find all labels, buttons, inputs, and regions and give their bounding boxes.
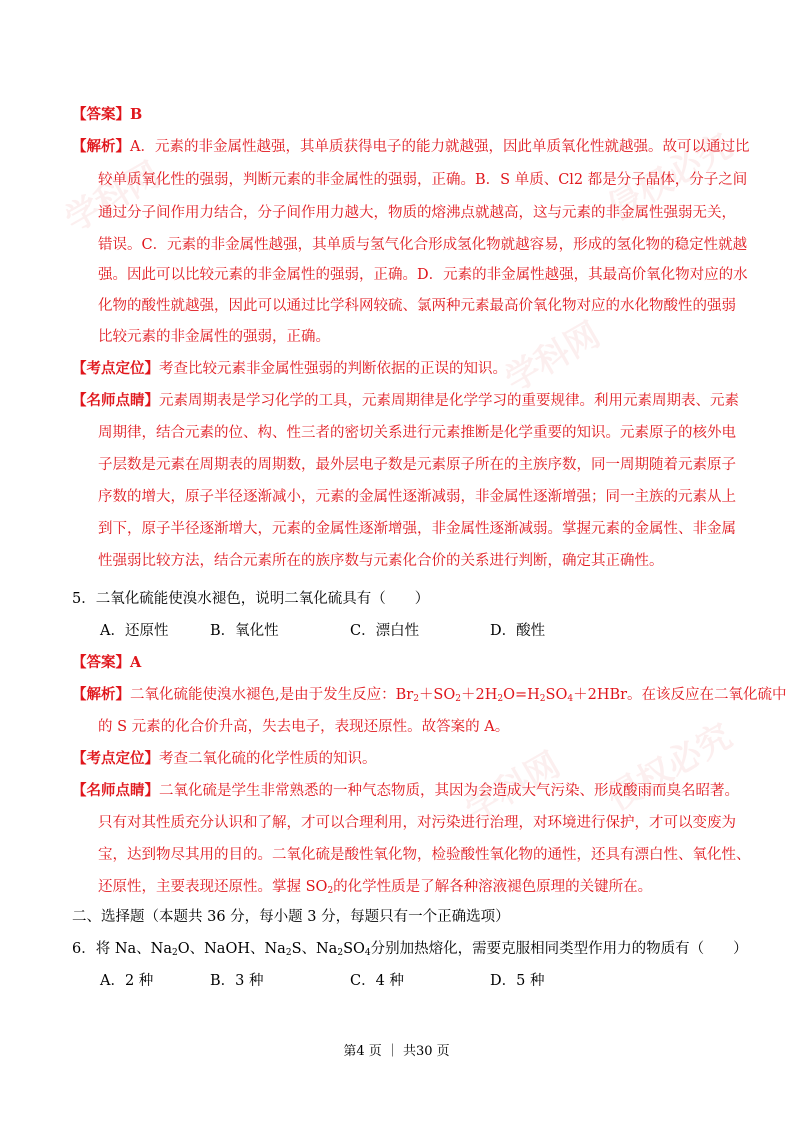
stem-text: S、Na: [291, 941, 338, 957]
section-heading: 二、选择题（本题共 36 分，每小题 3 分，每题只有一个正确选项）: [72, 909, 510, 925]
q4-teacher-line: [72, 390, 739, 412]
answer-tag: 【答案】: [72, 654, 130, 671]
q4-analysis-line: 比较元素的非金属性的强弱，正确。: [98, 329, 330, 345]
watermark: 侵权必究: [600, 126, 739, 229]
q4-teacher-line: 序数的增大，原子半径逐渐减小，元素的金属性逐渐减弱，非金属性逐渐增强；同一主族的元素从上: [98, 489, 736, 505]
q5-teacher-line: [98, 876, 652, 902]
subscript: 2: [285, 948, 292, 958]
q6-stem: [72, 938, 748, 964]
q6-option-a: A．2 种: [100, 973, 154, 989]
q5-analysis-line: [72, 684, 787, 710]
q5-option-a: A．还原性: [100, 623, 169, 639]
analysis-text: ＋SO: [418, 687, 456, 703]
q4-answer-row: [72, 104, 142, 126]
q5-point-row: [72, 748, 377, 770]
q4-analysis-line: 通过分子间作用力结合，分子间作用力越大，物质的熔沸点就越高，这与元素的非金属性强弱无关，: [98, 205, 736, 221]
analysis-text: ＋2HBr。在该反应在二氧化硫中: [573, 687, 787, 703]
q4-point-row: [72, 358, 507, 380]
stem-text: O、NaOH、Na: [177, 941, 286, 957]
q4-analysis-line: 较单质氧化性的强弱，判断元素的非金属性的强弱，正确。B．S 单质、Cl2 都是分子晶体，分子之间: [98, 172, 748, 188]
q4-analysis-line: [72, 136, 749, 158]
teacher-tag: 【名师点睛】: [72, 782, 159, 799]
teacher-tag: 【名师点睛】: [72, 392, 159, 409]
q5-option-d: D．酸性: [490, 623, 546, 639]
q4-analysis-line: 错误。C．元素的非金属性越强，其单质与氢气化合形成氢化物就越容易，形成的氢化物的稳定性就越: [98, 237, 748, 253]
analysis-text: SO: [545, 687, 568, 703]
q5-option-b: B．氧化性: [210, 623, 279, 639]
analysis-tag: 【解析】: [72, 138, 130, 155]
q6-option-c: C．4 种: [350, 973, 404, 989]
watermark: 学科网: [458, 744, 567, 831]
teacher-text: 二氧化硫是学生非常熟悉的一种气态物质，其因为会造成大气污染、形成酸雨而臭名昭著。: [159, 783, 739, 799]
subscript: 2: [455, 694, 461, 704]
subscript: 4: [567, 694, 574, 704]
q4-analysis-line: 强。因此可以比较元素的非金属性的强弱，正确。D．元素的非金属性越强，其最高价氧化物对应的水: [98, 267, 748, 283]
watermark: 学科网: [498, 314, 607, 401]
q6-option-d: D．5 种: [490, 973, 545, 989]
q4-teacher-line: 周期律，结合元素的位、构、性三者的密切关系进行元素推断是化学重要的知识。元素原子的核外电: [98, 425, 736, 441]
stem-text: 分别加热熔化，需要克服相同类型作用力的物质有（ ）: [370, 941, 748, 957]
point-tag: 【考点定位】: [72, 750, 159, 767]
q5-option-c: C．漂白性: [350, 623, 420, 639]
point-text: 考查二氧化硫的化学性质的知识。: [159, 751, 377, 767]
point-text: 考查比较元素非金属性强弱的判断依据的正误的知识。: [159, 361, 507, 377]
teacher-text: 的化学性质是了解各种溶液褪色原理的关键所在。: [333, 879, 653, 895]
q5-teacher-line: [72, 780, 739, 802]
watermark: 学科网: [58, 154, 167, 241]
subscript: 2: [337, 948, 344, 958]
subscript: 4: [364, 948, 371, 958]
q4-teacher-line: 子层数是元素在周期表的周期数，最外层电子数是元素原子所在的主族序数，同一周期随着元素原子: [98, 457, 736, 473]
point-tag: 【考点定位】: [72, 360, 159, 377]
stem-text: SO: [343, 941, 365, 957]
answer-tag: 【答案】: [72, 106, 130, 123]
answer-value: A: [130, 654, 142, 671]
q5-teacher-line: 只有对其性质充分认识和了解，才可以合理利用，对污染进行治理，对环境进行保护，才可以变废为: [98, 815, 736, 831]
q5-stem: 5．二氧化硫能使溴水褪色，说明二氧化硫具有（ ）: [72, 591, 430, 607]
analysis-text: 二氧化硫能使溴水褪色,是由于发生反应：Br: [130, 687, 414, 703]
q4-analysis-line: 化物的酸性就越强，因此可以通过比学科网较硫、氯两种元素最高价氧化物对应的水化物酸性的强弱: [98, 298, 736, 314]
subscript: 2: [539, 694, 546, 704]
q5-teacher-line: 宝，达到物尽其用的目的。二氧化硫是酸性氧化物，检验酸性氧化物的通性，还具有漂白性、氧化性、: [98, 847, 751, 863]
q4-teacher-line: 性强弱比较方法，结合元素所在的族序数与元素化合价的关系进行判断，确定其正确性。: [98, 553, 664, 569]
subscript: 2: [172, 948, 178, 958]
analysis-tag: 【解析】: [72, 686, 130, 703]
answer-value: B: [130, 106, 143, 123]
subscript: 2: [413, 694, 419, 704]
analysis-text: O=H: [503, 687, 540, 703]
teacher-text: 还原性，主要表现还原性。掌握 SO: [98, 879, 328, 895]
stem-text: 6．将 Na、Na: [72, 941, 172, 957]
analysis-text: ＋2H: [461, 687, 498, 703]
analysis-text: A．元素的非金属性越强，其单质获得电子的能力就越强，因此单质氧化性就越强。故可以通过比: [130, 139, 750, 155]
watermark: 侵权必究: [600, 716, 739, 819]
subscript: 2: [497, 694, 504, 704]
q5-analysis-line: 的 S 元素的化合价升高，失去电子，表现还原性。故答案的 A。: [98, 719, 510, 735]
q5-answer-row: [72, 652, 141, 674]
subscript: 2: [327, 886, 334, 896]
teacher-text: 元素周期表是学习化学的工具，元素周期律是化学学习的重要规律。利用元素周期表、元素: [159, 393, 739, 409]
page-footer: 第4 页 ｜ 共30 页: [343, 1044, 450, 1059]
q4-teacher-line: 到下，原子半径逐渐增大，元素的金属性逐渐增强，非金属性逐渐减弱。掌握元素的金属性、非金属: [98, 521, 736, 537]
q6-option-b: B．3 种: [210, 973, 264, 989]
